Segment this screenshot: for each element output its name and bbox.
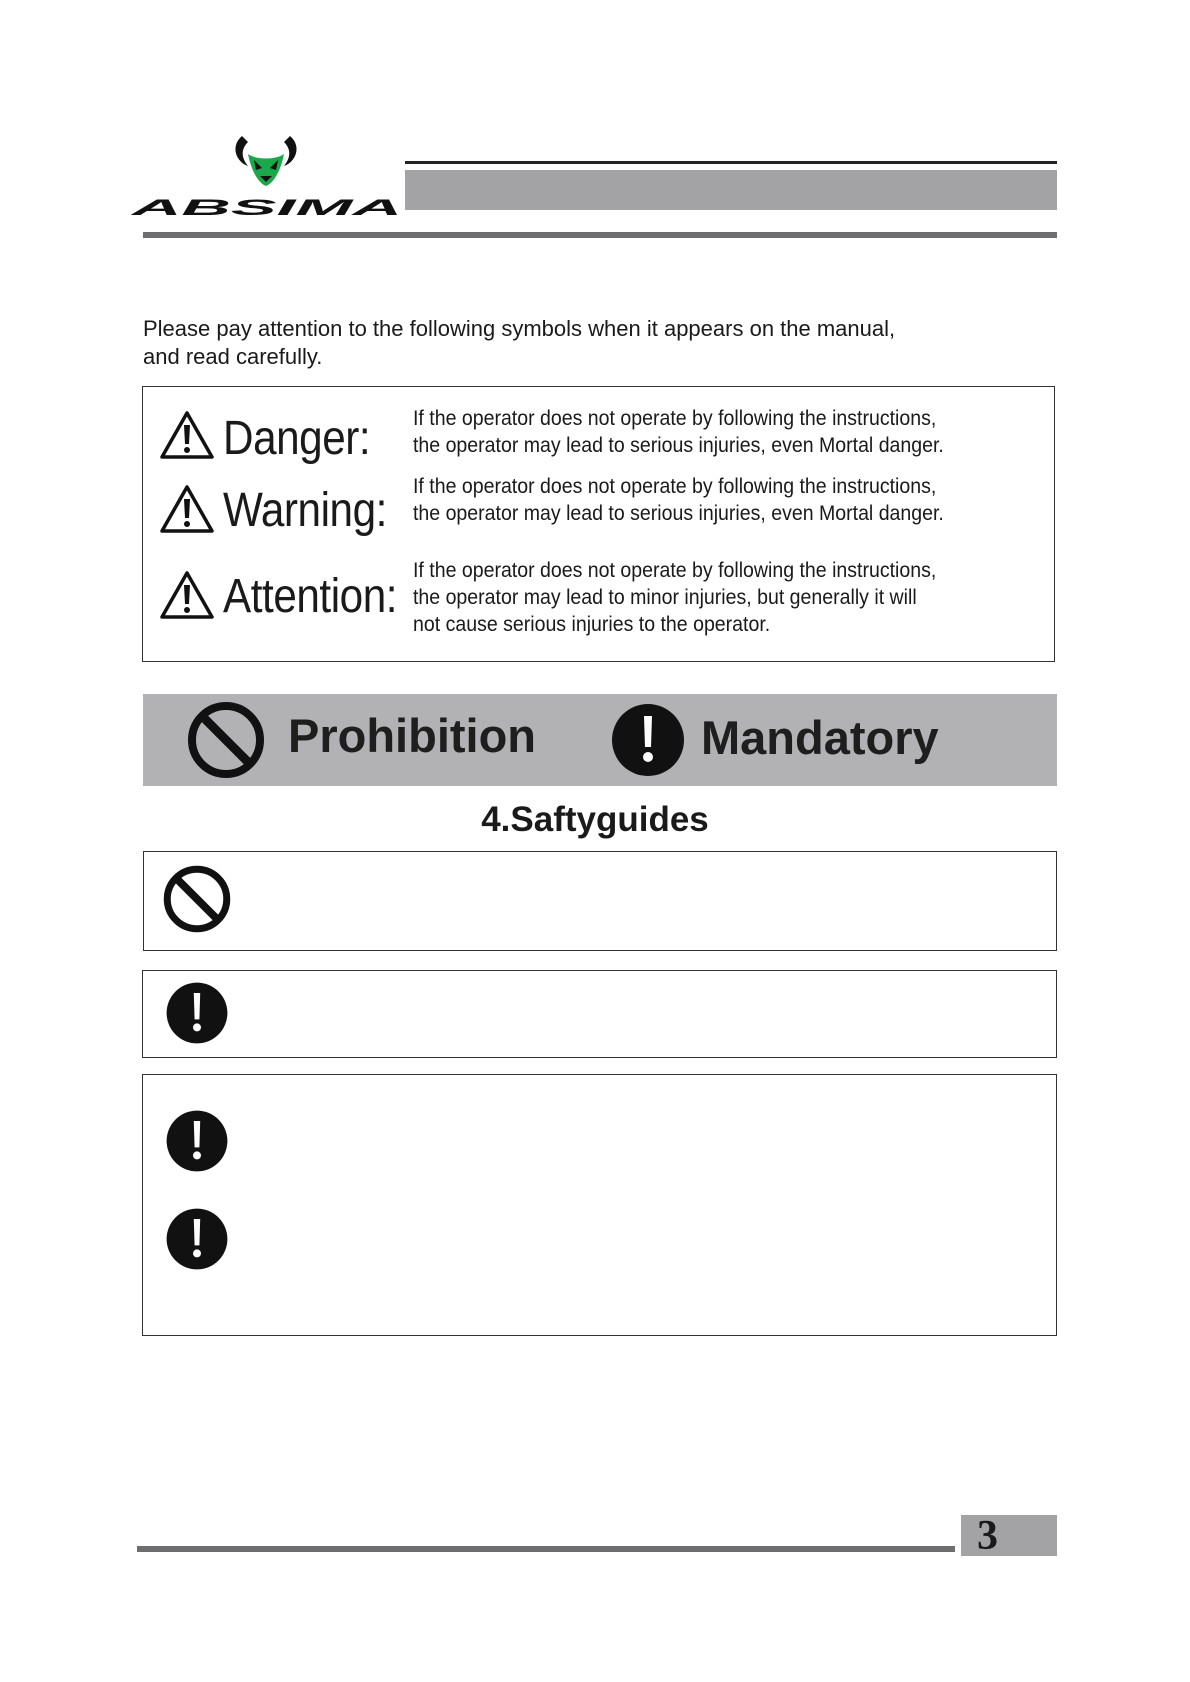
prohibition-label: Prohibition	[288, 709, 537, 762]
logo-wordmark	[130, 195, 402, 218]
legend-term-danger: Danger:	[223, 412, 371, 465]
legend-term-warning: Warning:	[223, 484, 387, 537]
page-number: 3	[977, 1513, 998, 1559]
logo-mascot-icon	[235, 136, 296, 186]
safety-rule-box-prohibition	[143, 851, 1057, 951]
mandatory-icon	[165, 1207, 229, 1271]
mandatory-icon	[165, 981, 229, 1045]
absima-logo	[130, 128, 405, 218]
header-gray-band	[405, 170, 1057, 210]
prohibition-icon	[162, 864, 232, 934]
warning-triangle-icon	[159, 569, 215, 621]
symbol-legend-box	[142, 386, 1055, 662]
section-title: 4.Saftyguides	[481, 800, 709, 839]
warning-triangle-icon	[159, 483, 215, 535]
mandatory-label: Mandatory	[701, 711, 939, 764]
header-rule	[143, 232, 1057, 238]
mandatory-icon	[165, 1109, 229, 1173]
legend-desc-warning: If the operator does not operate by following the instructions, the operator may lead to serious injuries, even Mortal danger.	[413, 475, 944, 525]
legend-row-danger	[143, 401, 1054, 471]
symbols-band	[143, 694, 1057, 786]
warning-triangle-icon	[159, 409, 215, 461]
legend-desc-attention: If the operator does not operate by following the instructions, the operator may lead to minor injuries, but generally it will not cause serious injuries to the operator.	[413, 559, 937, 636]
prohibition-icon	[186, 700, 266, 780]
header-thin-rule	[405, 161, 1057, 164]
safety-rule-box-mandatory	[142, 970, 1057, 1058]
page-number-box	[961, 1513, 1057, 1559]
footer-rule	[137, 1546, 955, 1552]
legend-row-attention	[143, 559, 1054, 653]
legend-row-warning	[143, 475, 1054, 553]
intro-text: Please pay attention to the following symbols when it appears on the manual, and read carefully.	[143, 316, 896, 369]
legend-desc-danger: If the operator does not operate by following the instructions, the operator may lead to serious injuries, even Mortal danger.	[413, 407, 944, 457]
svg-text:ABSIMA: ABSIMA	[130, 195, 402, 218]
safety-rule-box-mandatory-multi	[142, 1074, 1057, 1336]
mandatory-icon	[608, 700, 688, 780]
legend-term-attention: Attention:	[223, 570, 398, 623]
